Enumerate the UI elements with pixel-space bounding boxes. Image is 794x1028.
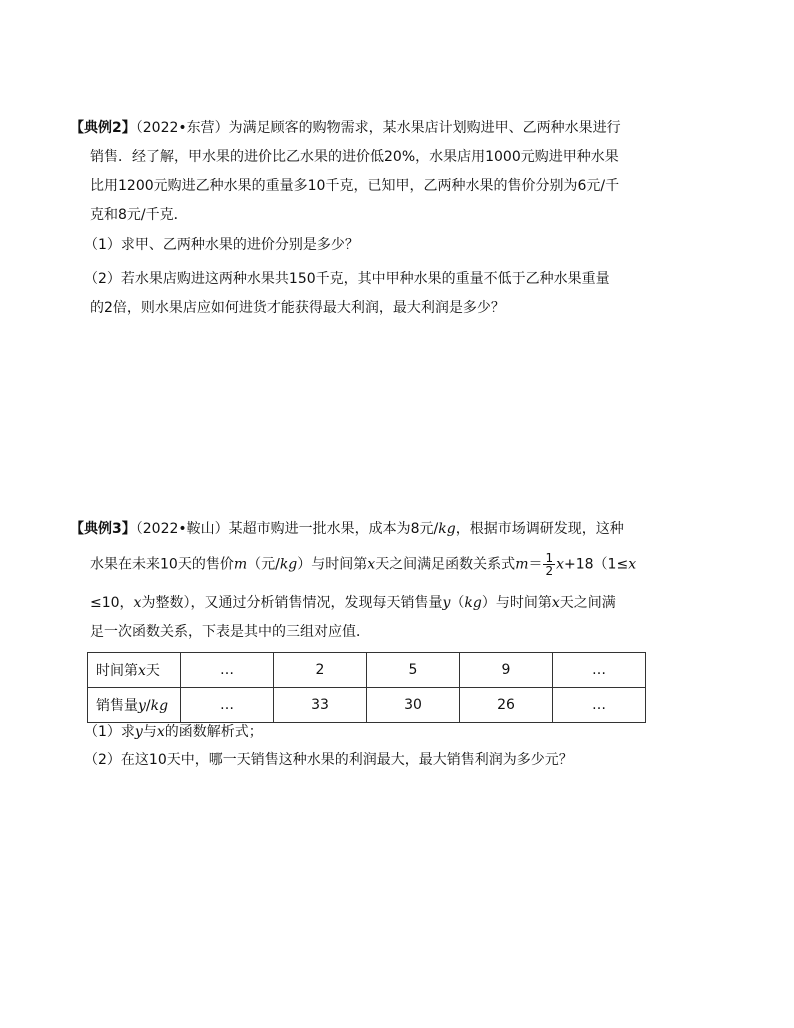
table-row: [88, 688, 646, 723]
example2-line1: 【典例2】（2022•东营）为满足顾客的购物需求，某水果店计划购进甲、乙两种水果进行: [70, 120, 621, 136]
example2-question2-line1: （2）若水果店购进这两种水果共150千克，其中甲种水果的重量不低于乙种水果重量: [84, 271, 610, 287]
example3-line4: 足一次函数关系，下表是其中的三组对应值．: [90, 624, 370, 640]
table-cell: 33: [274, 688, 367, 723]
table-cell: 30: [367, 688, 460, 723]
example2-line3: 比用1200元购进乙种水果的重量多10千克，已知甲，乙两种水果的售价分别为6元/千: [90, 178, 620, 194]
table-cell: 9: [460, 653, 553, 688]
table-cell: …: [181, 653, 274, 688]
table-cell: …: [181, 688, 274, 723]
example3-line2: 水果在未来10天的售价m（元/kg）与时间第x天之间满足函数关系式m＝ $\frac{1}{2}$ x+18（1≤x: [90, 551, 637, 578]
table-cell: 26: [460, 688, 553, 723]
example3-question1: （1）求y与x的函数解析式；: [84, 724, 263, 740]
example2-question1: （1）求甲、乙两种水果的进价分别是多少？: [84, 237, 359, 253]
table-header-cell: 销售量y/kg: [88, 688, 181, 723]
table-cell: 5: [367, 653, 460, 688]
table-cell: …: [553, 688, 646, 723]
example2-question2-line2: 的2倍，则水果店应如何进货才能获得最大利润，最大利润是多少？: [90, 300, 505, 316]
example3-line1: 【典例3】（2022•鞍山）某超市购进一批水果，成本为8元/kg，根据市场调研发现，这种: [70, 521, 624, 537]
table-header-cell: 时间第x天: [88, 653, 181, 688]
fraction-one-half: $\frac{1}{2}$: [545, 551, 554, 578]
example2-label: 【典例2】: [70, 120, 136, 136]
sales-table: [87, 652, 646, 723]
table-cell: …: [553, 653, 646, 688]
example3-line3: ≤10，x为整数），又通过分析销售情况，发现每天销售量y（kg）与时间第x天之间满: [90, 595, 616, 611]
table-row: [88, 653, 646, 688]
example3-question2: （2）在这10天中，哪一天销售这种水果的利润最大，最大销售利润为多少元？: [84, 752, 573, 768]
table-cell: 2: [274, 653, 367, 688]
example3-label: 【典例3】: [70, 521, 136, 537]
example2-line4: 克和8元/千克．: [90, 207, 188, 223]
example2-line2: 销售．经了解，甲水果的进价比乙水果的进价低20%，水果店用1000元购进甲种水果: [90, 149, 619, 165]
